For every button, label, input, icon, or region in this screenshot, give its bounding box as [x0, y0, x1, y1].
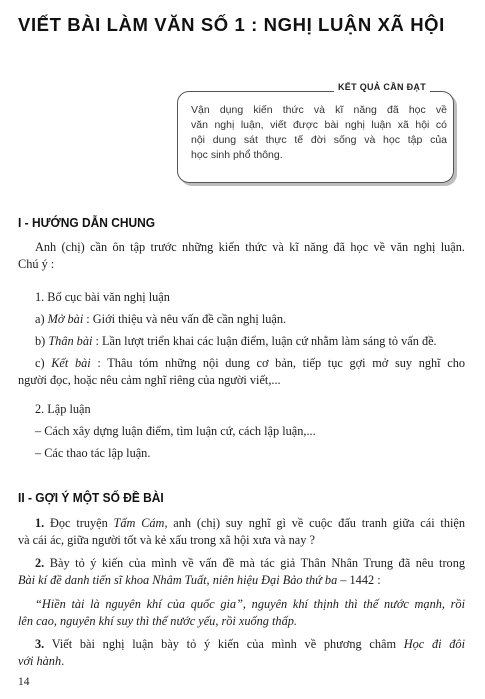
- intro-paragraph: [18, 239, 465, 273]
- learning-outcome-heading: KẾT QUẢ CẦN ĐẠT: [334, 82, 430, 92]
- argument-bullet: – Các thao tác lập luận.: [35, 446, 151, 460]
- topic-3: 3. Viết bài nghị luận bày tỏ ý kiến của mình về phương châm Học đi đôi với hành.: [18, 637, 465, 668]
- item-intro-part: a) Mở bài : Giới thiệu và nêu vấn đề cần nghị luận.: [35, 312, 287, 326]
- work-title: Bài kí đề danh tiến sĩ khoa Nhâm Tuất, niên hiệu Đại Bảo thứ ba: [18, 573, 338, 587]
- term-mo-bai: Mở bài: [47, 312, 84, 326]
- item-conclusion-part: c) Kết bài : Thâu tóm những nội dung cơ bản, tiếp tục gợi mở suy nghĩ cho người đọc, hoặc nêu cảm nghĩ riêng của người viết,...: [18, 356, 465, 387]
- section-heading-general-guidance: I - HƯỚNG DẪN CHUNG: [18, 215, 156, 230]
- item-structure-heading: 1. Bố cục bài văn nghị luận: [35, 290, 170, 304]
- story-title: Tấm Cám: [113, 516, 165, 530]
- note-label: Chú ý :: [18, 257, 55, 271]
- outcome-line: văn nghị luận, viết được bài nghị luận xã hội có: [191, 119, 447, 131]
- item-body-part: b) Thân bài : Lần lượt triển khai các luận điểm, luận cứ nhằm làm sáng tỏ vấn đề.: [35, 334, 437, 348]
- intro-line: Anh (chị) cần ôn tập trước những kiến thức và kĩ năng đã học về văn nghị luận.: [35, 240, 465, 254]
- term-than-bai: Thân bài: [48, 334, 93, 348]
- term-ket-bai: Kết bài: [51, 356, 91, 370]
- argument-bullet: – Cách xây dựng luận điểm, tìm luận cứ, cách lập luận,...: [35, 424, 316, 438]
- outcome-line: nội dung sát thực tế đời sống và học tập của: [191, 134, 447, 146]
- section-heading-suggested-topics: II - GỢI Ý MỘT SỐ ĐỀ BÀI: [18, 490, 164, 505]
- page-title: VIẾT BÀI LÀM VĂN SỐ 1 : NGHỊ LUẬN XÃ HỘI: [18, 14, 445, 35]
- topic-2: 2. Bày tỏ ý kiến của mình về vấn đề mà tác giả Thân Nhân Trung đã nêu trong Bài kí đề danh tiến sĩ khoa Nhâm Tuất, niên hiệu Đại Bảo thứ ba – 1442 :: [18, 556, 465, 587]
- page-number: 14: [18, 676, 30, 688]
- outcome-line: học sinh phổ thông.: [191, 149, 283, 161]
- topic-2-quote: “Hiền tài là nguyên khí của quốc gia”, nguyên khí thịnh thì thế nước mạnh, rồi lên cao, nguyên khí suy thì thế nước yếu, rồi xuống thấp.: [18, 597, 465, 628]
- topic-1: 1. Đọc truyện Tấm Cám, anh (chị) suy nghĩ gì về cuộc đấu tranh giữa cái thiện và cái ác, giữa người tốt và kẻ xấu trong xã hội xưa và nay ?: [18, 516, 465, 547]
- learning-outcome-text: [191, 103, 447, 163]
- outcome-line: Vận dụng kiến thức và kĩ năng đã học về: [191, 104, 447, 116]
- item-argument-heading: 2. Lập luận: [35, 402, 91, 416]
